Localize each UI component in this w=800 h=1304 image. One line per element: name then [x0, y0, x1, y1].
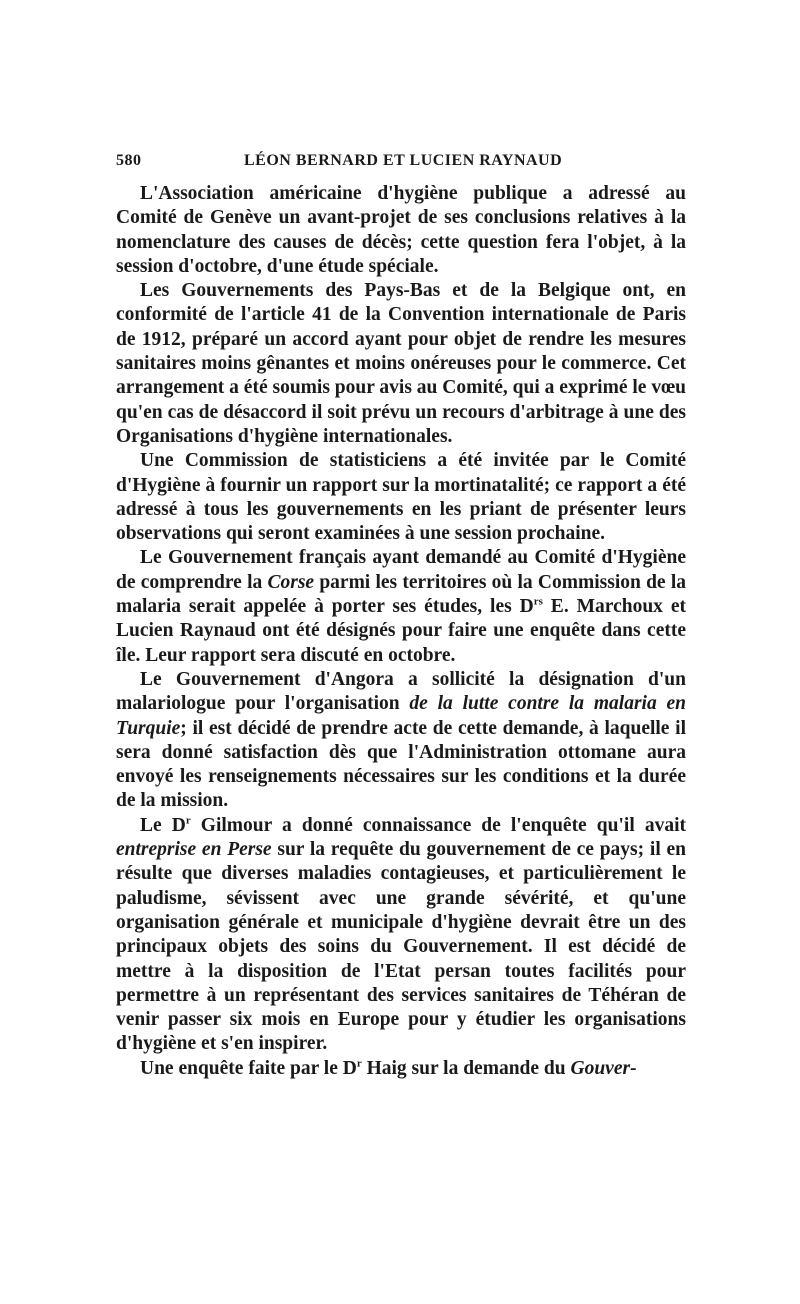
paragraph-haig: Une enquête faite par le $D^r$ Haig sur la demande du Gouver- [140, 1057, 637, 1079]
paragraph-perse: Le $D^r$ Gilmour a donné connaissance de l'enquête qu'il avait entreprise en Perse sur la requête du gouvernement de ce pays; il en résulte que diverses maladies contagieuses, et particulièrement le paludisme, sévissent avec une grande sévérité, et qu'une organisation générale et municipale d'hygiène devrait être un des principaux objets des soins du Gouvernement. Il est décidé de mettre à la disposition de l'Etat persan toutes facilités pour permettre à un représentant des services sanitaires de Téhéran de venir passer six mois en Europe pour y étudier les organisations d'hygiène et s'en inspirer. [116, 814, 686, 1055]
book-page [116, 148, 686, 1081]
paragraph-pays-bas-belgique: Les Gouvernements des Pays-Bas et de la Belgique ont, en conformité de l'article 41 de la Convention internationale de Paris de 1912, préparé un accord ayant pour objet de rendre les mesures sanitaires moins gênantes et moins onéreuses pour le commerce. Cet arrangement a été soumis pour avis au Comité, qui a exprimé le vœu qu'en cas de désaccord il soit prévu un recours d'arbitrage à une des Organisations d'hygiène internationales. [116, 280, 686, 447]
page-header [116, 148, 686, 178]
page-number: 580 [116, 152, 142, 169]
body-text [116, 182, 686, 1081]
running-head: LÉON BERNARD ET LUCIEN RAYNAUD [244, 152, 563, 169]
paragraph-corse: Le Gouvernement français ayant demandé au Comité d'Hygiène de comprendre la Corse parmi les territoires où la Commission de la malaria serait appelée à porter ses études, les $D^{rs}$ E. Marchoux et Lucien Raynaud ont été désignés pour faire une enquête dans cette île. Leur rapport sera discuté en octobre. [116, 547, 686, 666]
paragraph-nomenclature: L'Association américaine d'hygiène publique a adressé au Comité de Genève un avant-projet de ses conclusions relatives à la nomenclature des causes de décès; cette question fera l'objet, à la session d'octobre, d'une étude spéciale. [116, 183, 686, 277]
paragraph-angora: Le Gouvernement d'Angora a sollicité la désignation d'un malariologue pour l'organisation de la lutte contre la malaria en Turquie; il est décidé de prendre acte de cette demande, à laquelle il sera donné satisfaction dès que l'Administration ottomane aura envoyé les renseignements nécessaires sur les conditions et la durée de la mission. [116, 668, 687, 812]
paragraph-mortinatalite: Une Commission de statisticiens a été invitée par le Comité d'Hygiène à fournir un rapport sur la mortinatalité; ce rapport a été adressé à tous les gouvernements en les priant de présenter leurs observations qui seront examinées à une session prochaine. [116, 450, 686, 545]
